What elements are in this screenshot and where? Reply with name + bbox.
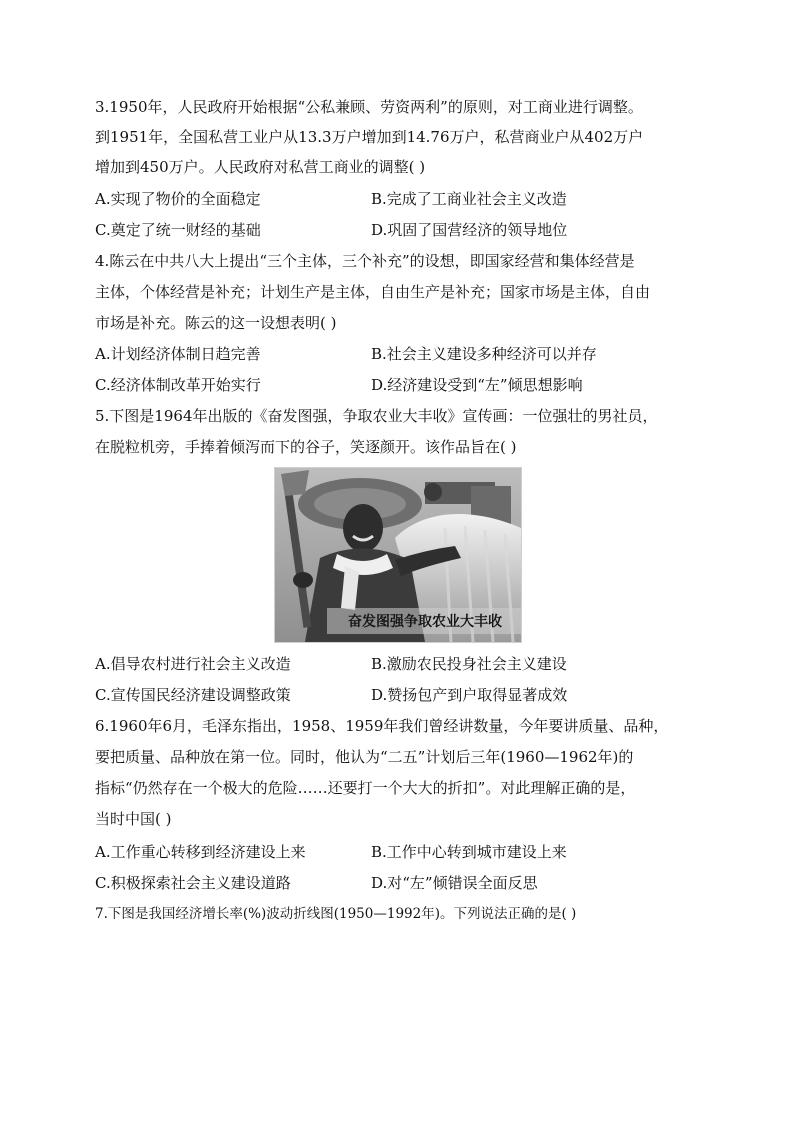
poster-caption: 奋发图强争取农业大丰收 bbox=[348, 614, 502, 630]
q4-option-a: A.计划经济体制日趋完善 bbox=[95, 345, 261, 363]
q4-stem-line-2: 主体，个体经营是补充；计划生产是主体，自由生产是补充；国家市场是主体，自由 bbox=[95, 283, 651, 301]
q5-stem-line-2: 在脱粒机旁，手捧着倾泻而下的谷子，笑逐颜开。该作品旨在( ) bbox=[95, 438, 517, 456]
q4-stem-line-1: 4.陈云在中共八大上提出“三个主体，三个补充”的设想，即国家经营和集体经营是 bbox=[95, 252, 635, 270]
q7-stem-line-1: 7.下图是我国经济增长率(%)波动折线图(1950—1992年)。下列说法正确的是( ) bbox=[95, 906, 577, 922]
q3-stem-line-2: 到1951年，全国私营工业户从13.3万户增加到14.76万户，私营商业户从402万户 bbox=[95, 128, 644, 146]
q5-stem-line-1: 5.下图是1964年出版的《奋发图强，争取农业大丰收》宣传画：一位强壮的男社员， bbox=[95, 407, 658, 425]
q6-stem-line-1: 6.1960年6月，毛泽东指出，1958、1959年我们曾经讲数量，今年要讲质量、品种， bbox=[95, 717, 669, 735]
q5-option-a: A.倡导农村进行社会主义改造 bbox=[95, 655, 291, 673]
q5-option-c: C.宣传国民经济建设调整政策 bbox=[95, 686, 291, 704]
q3-stem-line-1: 3.1950年，人民政府开始根据“公私兼顾、劳资两利”的原则，对工商业进行调整。 bbox=[95, 98, 643, 116]
q6-stem-line-3: 指标“仍然存在一个极大的危险……还要打一个大大的折扣”。对此理解正确的是， bbox=[95, 779, 636, 797]
q3-stem-line-3: 增加到450万户。人民政府对私营工商业的调整( ) bbox=[95, 158, 426, 176]
q3-option-b: B.完成了工商业社会主义改造 bbox=[371, 190, 567, 208]
q4-stem-line-3: 市场是补充。陈云的这一设想表明( ) bbox=[95, 314, 337, 332]
q6-option-a: A.工作重心转移到经济建设上来 bbox=[95, 843, 306, 861]
q4-option-c: C.经济体制改革开始实行 bbox=[95, 376, 261, 394]
q6-option-c: C.积极探索社会主义建设道路 bbox=[95, 874, 291, 892]
q6-stem-line-4: 当时中国( ) bbox=[95, 810, 172, 828]
propaganda-poster-image bbox=[274, 467, 522, 643]
q6-option-d: D.对“左”倾错误全面反思 bbox=[371, 874, 538, 892]
q4-option-b: B.社会主义建设多种经济可以并存 bbox=[371, 345, 597, 363]
q3-option-a: A.实现了物价的全面稳定 bbox=[95, 190, 261, 208]
q3-option-c: C.奠定了统一财经的基础 bbox=[95, 221, 261, 239]
q5-option-b: B.激励农民投身社会主义建设 bbox=[371, 655, 567, 673]
q4-option-d: D.经济建设受到“左”倾思想影响 bbox=[371, 376, 583, 394]
q3-option-d: D.巩固了国营经济的领导地位 bbox=[371, 221, 568, 239]
q5-option-d: D.赞扬包产到户取得显著成效 bbox=[371, 686, 568, 704]
q6-stem-line-2: 要把质量、品种放在第一位。同时，他认为“二五”计划后三年(1960—1962年)的 bbox=[95, 748, 634, 766]
poster-illustration bbox=[275, 468, 521, 642]
q6-option-b: B.工作中心转到城市建设上来 bbox=[371, 843, 567, 861]
